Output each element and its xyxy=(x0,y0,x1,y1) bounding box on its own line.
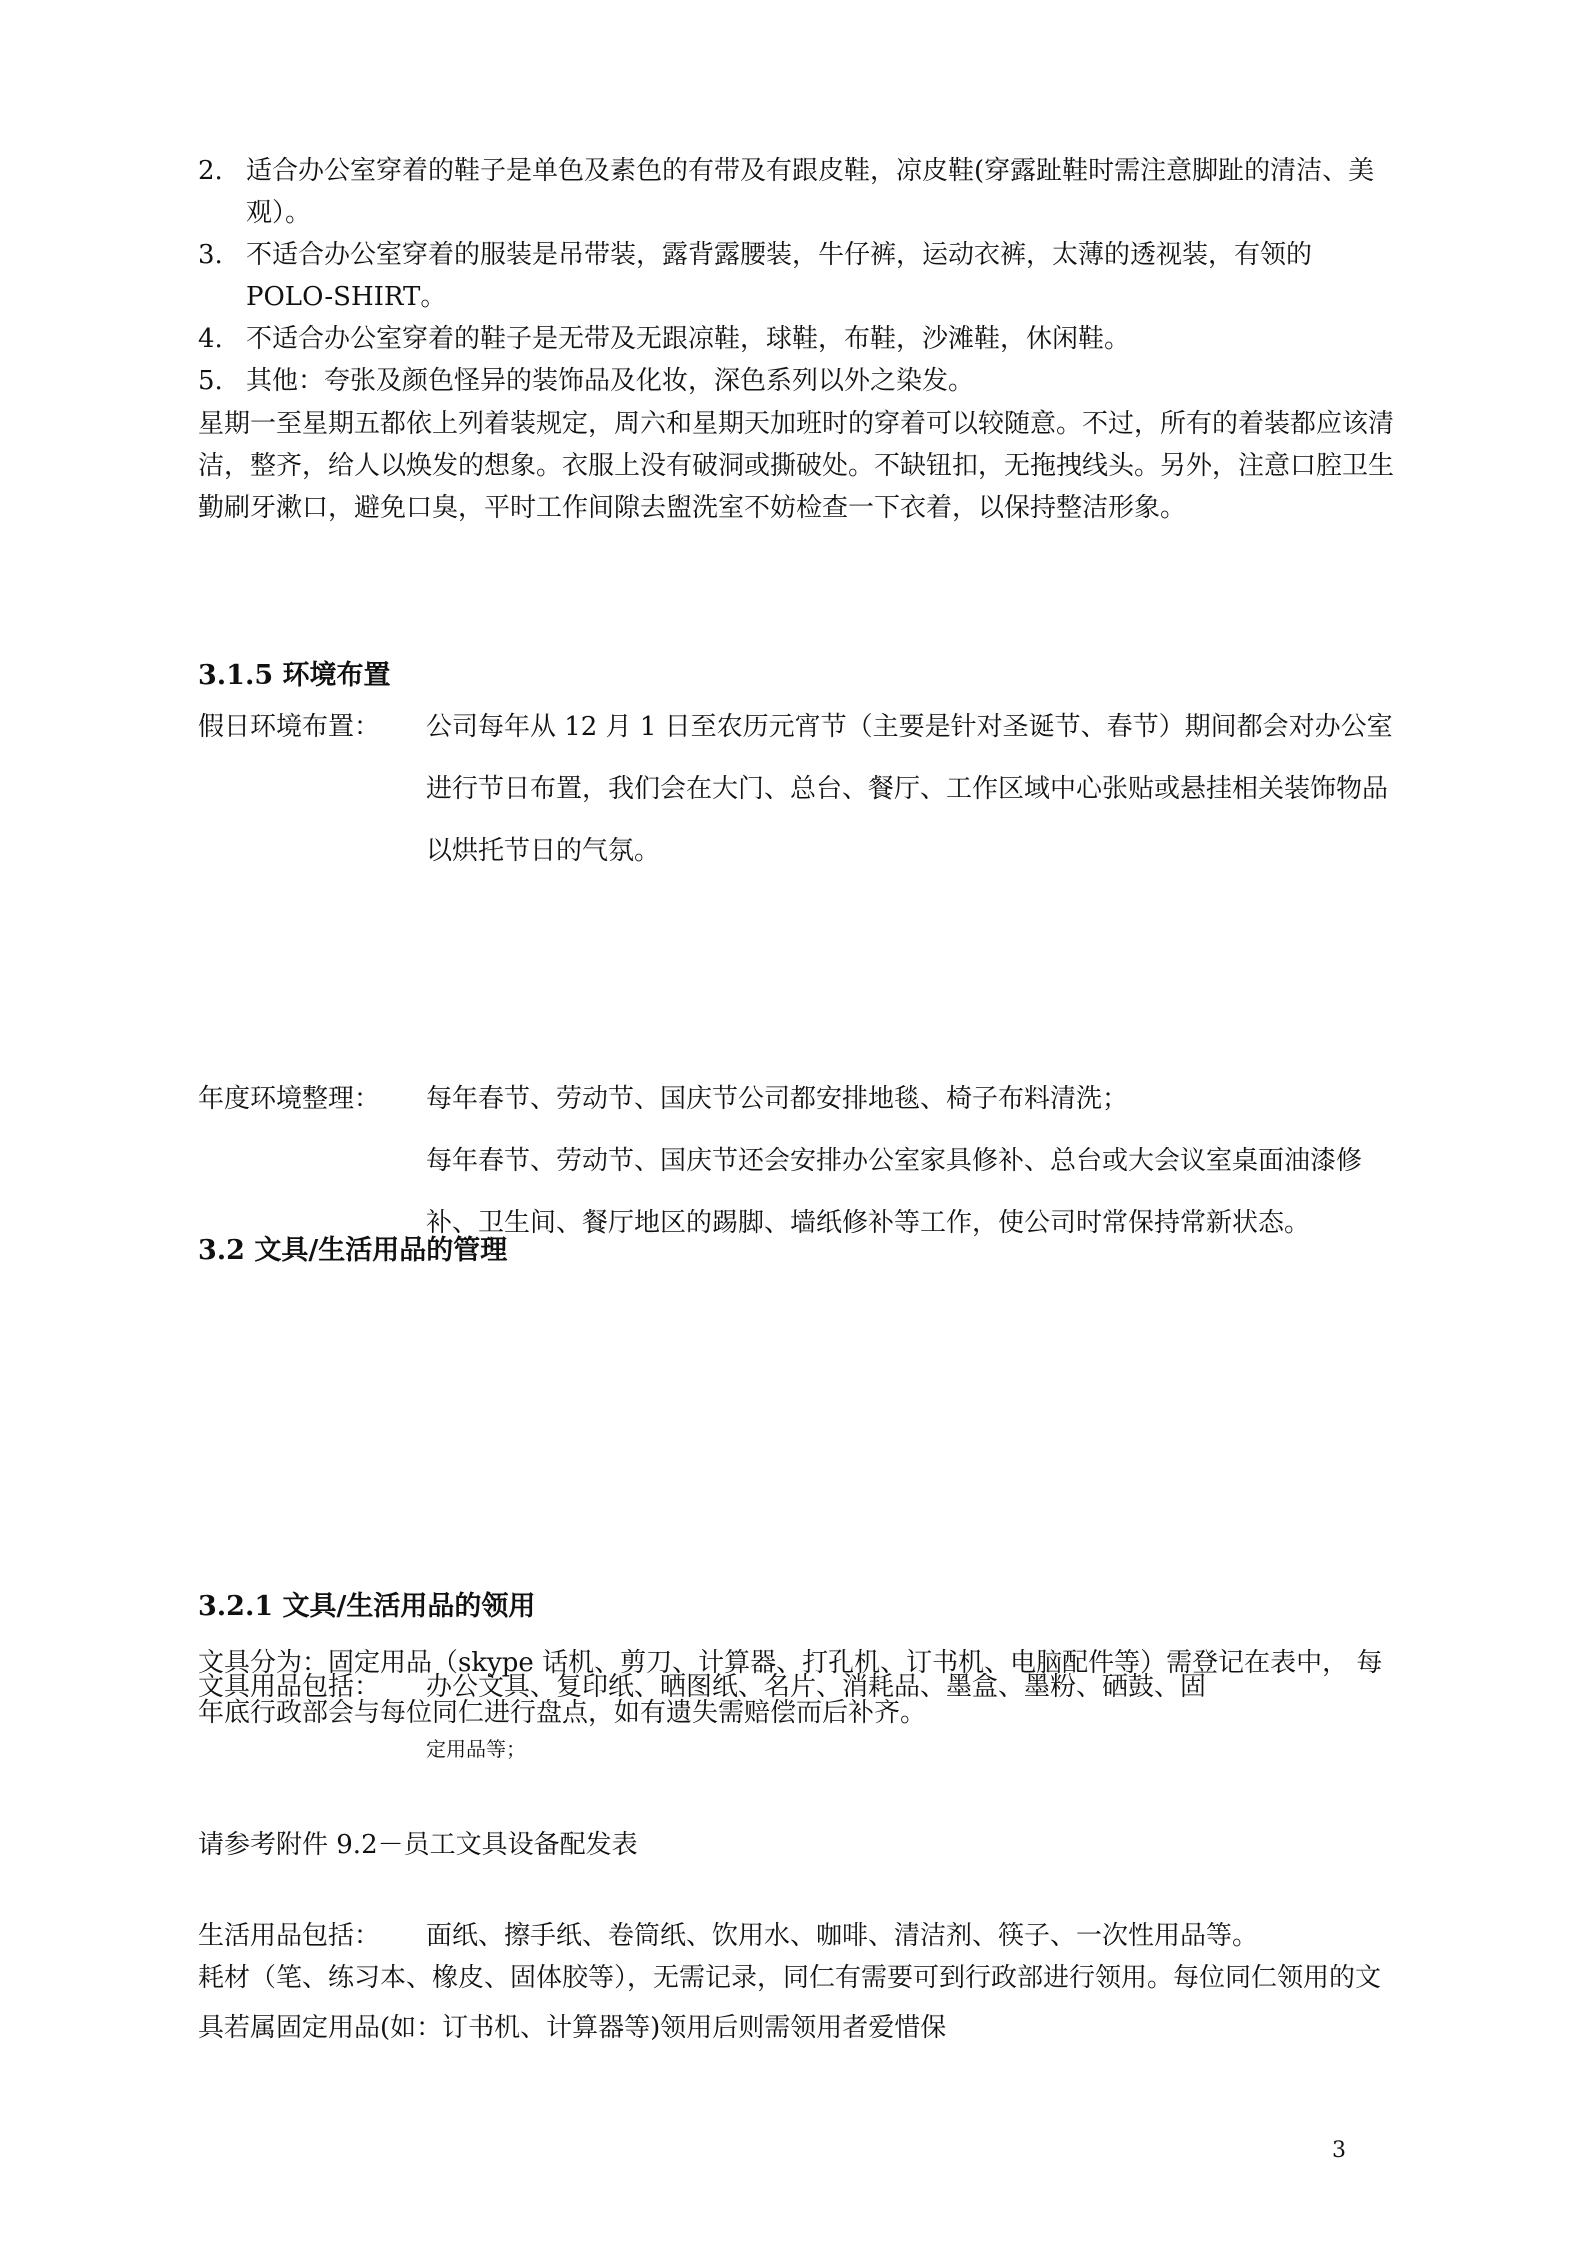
list-item-number: 3. xyxy=(198,240,223,270)
holiday-label: 假日环境布置： xyxy=(198,712,381,742)
annual-label: 年度环境整理： xyxy=(198,1084,381,1114)
stationery-text: 办公文具、复印纸、晒图纸、名片、消耗品、墨盒、墨粉、硒鼓、固 xyxy=(426,1672,1207,1702)
list-item-number: 2. xyxy=(198,156,223,186)
dress-code-list xyxy=(198,150,1398,402)
list-item-number: 4. xyxy=(198,324,223,354)
list-item-number: 5. xyxy=(198,366,223,396)
list-item-text: 其他：夸张及颜色怪异的装饰品及化妆，深色系列以外之染发。 xyxy=(246,366,975,396)
list-item xyxy=(198,150,1398,234)
section-heading-3-1-5: 3.1.5 环境布置 xyxy=(198,660,391,691)
dress-paragraph: 星期一至星期五都依上列着装规定，周六和星期天加班时的穿着可以较随意。不过，所有的着装都应该清洁，整齐，给人以焕发的想象。衣服上没有破洞或撕破处。不缺钮扣，无拖拽线头。另外，注意口腔卫生勤刷牙漱口，避免口臭，平时工作间隙去盥洗室不妨检查一下衣着，以保持整洁形象。 xyxy=(198,409,1395,523)
holiday-decoration-entry xyxy=(198,696,1398,882)
consumables-paragraph: 耗材（笔、练习本、橡皮、固体胶等），无需记录，同仁有需要可到行政部进行领用。每位同仁领用的文具若属固定用品(如：订书机、计算器等)领用后则需领用者爱惜保 xyxy=(198,1963,1382,2043)
stationery-label: 文具用品包括： xyxy=(198,1672,381,1702)
appendix-reference: 请参考附件 9.2－员工文具设备配发表 xyxy=(198,1830,638,1860)
stationery-text-small: 定用品等； xyxy=(426,1737,526,1761)
annual-maintenance-entry xyxy=(198,1068,1398,1254)
list-item-text: 适合办公室穿着的鞋子是单色及素色的有带及有跟皮鞋，凉皮鞋(穿露趾鞋时需注意脚趾的清洁、美观）。 xyxy=(246,156,1375,228)
section-heading-3-2: 3.2 文具/生活用品的管理 xyxy=(198,1235,508,1266)
list-item xyxy=(198,360,1398,402)
living-text: 面纸、擦手纸、卷筒纸、饮用水、咖啡、清洁剂、筷子、一次性用品等。 xyxy=(426,1921,1259,1951)
list-item-text: 不适合办公室穿着的服装是吊带装，露背露腰装，牛仔裤，运动衣裤，太薄的透视装，有领的POLO-SHIRT。 xyxy=(246,240,1313,312)
holiday-text: 公司每年从 12 月 1 日至农历元宵节（主要是针对圣诞节、春节）期间都会对办公室进行节日布置，我们会在大门、总台、餐厅、工作区域中心张贴或悬挂相关装饰物品以烘托节日的气氛。 xyxy=(426,712,1393,866)
living-label: 生活用品包括： xyxy=(198,1921,381,1951)
section-heading-3-2-1: 3.2.1 文具/生活用品的领用 xyxy=(198,1591,536,1622)
page-number: 3 xyxy=(1332,2138,1346,2163)
list-item-text: 不适合办公室穿着的鞋子是无带及无跟凉鞋，球鞋，布鞋，沙滩鞋，休闲鞋。 xyxy=(246,324,1131,354)
annual-text-1: 每年春节、劳动节、国庆节公司都安排地毯、椅子布料清洗； xyxy=(426,1084,1129,1114)
list-item xyxy=(198,234,1398,318)
stationery-categories-paragraph: 文具分为：固定用品（skype 话机、剪刀、计算器、打孔机、订书机、电脑配件等）需登记在表中， 每年底行政部会与每位同仁进行盘点，如有遗失需赔偿而后补齐。 xyxy=(198,1648,1383,1728)
annual-text-2: 每年春节、劳动节、国庆节还会安排办公室家具修补、总台或大会议室桌面油漆修补、卫生间、餐厅地区的踢脚、墙纸修补等工作，使公司时常保持常新状态。 xyxy=(426,1146,1363,1238)
list-item xyxy=(198,318,1398,360)
